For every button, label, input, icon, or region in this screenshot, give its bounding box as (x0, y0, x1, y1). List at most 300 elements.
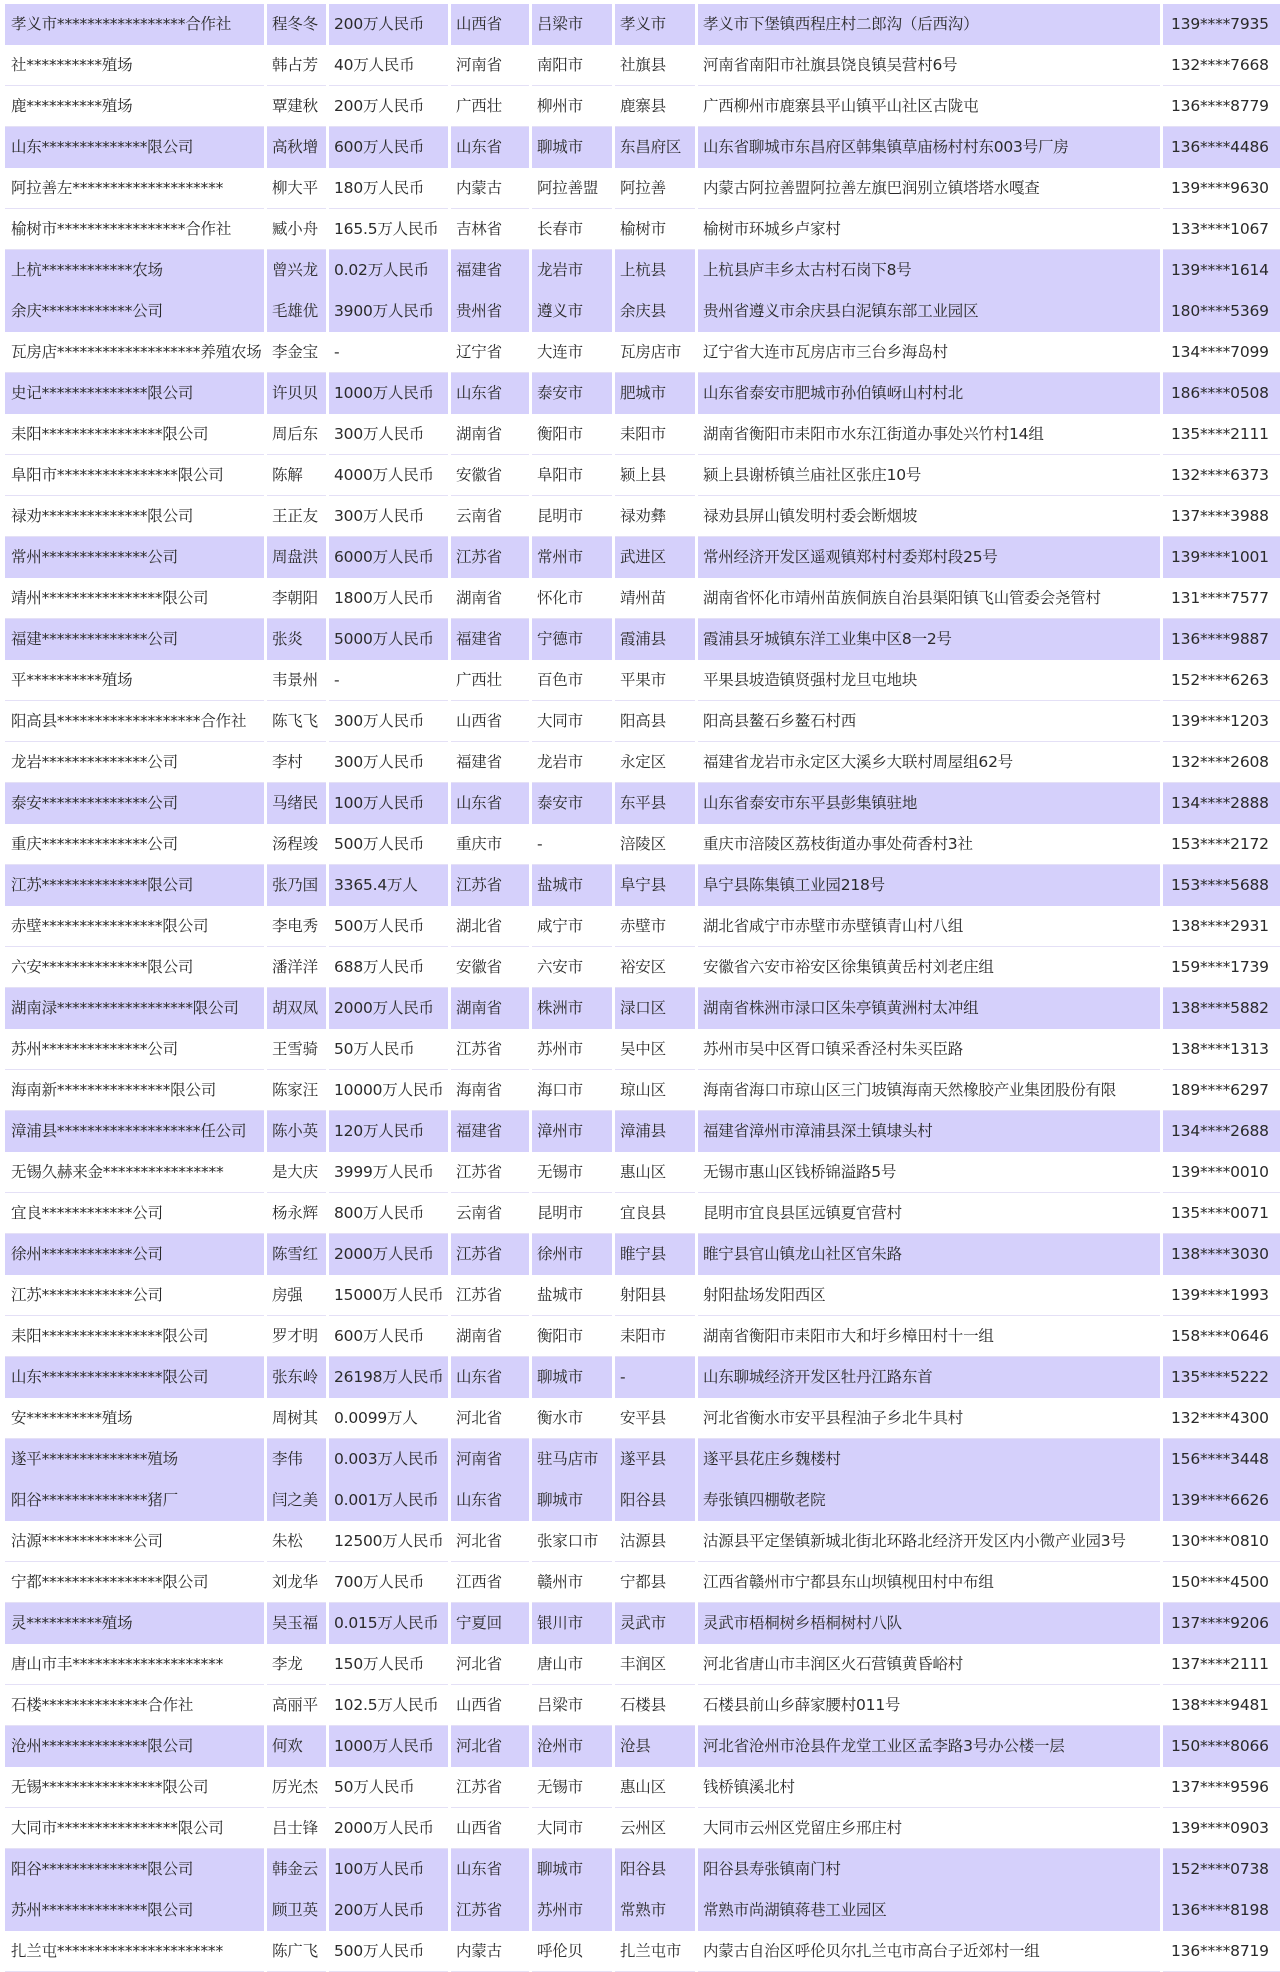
legal-person-cell: 高丽平 (267, 1685, 326, 1726)
city-cell: 苏州市 (532, 1029, 612, 1070)
city-cell: 昆明市 (532, 1193, 612, 1234)
phone-cell: 132****4300 (1163, 1398, 1280, 1439)
registered-capital-cell: 600万人民币 (329, 1316, 448, 1357)
registered-capital-cell: 10000万人民币 (329, 1070, 448, 1111)
address-cell: 阳高县鳌石乡鳌石村西 (698, 701, 1160, 742)
city-cell: 银川市 (532, 1603, 612, 1644)
company-name-cell: 宁都****************限公司 (5, 1562, 264, 1603)
phone-cell: 132****6373 (1163, 455, 1280, 496)
table-row (5, 947, 1280, 988)
county-cell: 沽源县 (615, 1521, 695, 1562)
city-cell: 龙岩市 (532, 742, 612, 783)
province-cell: 福建省 (451, 742, 529, 783)
table-row (5, 865, 1280, 906)
county-cell: 灵武市 (615, 1603, 695, 1644)
phone-cell: 189****6297 (1163, 1070, 1280, 1111)
address-cell: 阜宁县陈集镇工业园218号 (698, 865, 1160, 906)
legal-person-cell: 陈家汪 (267, 1070, 326, 1111)
registered-capital-cell: 2000万人民币 (329, 1808, 448, 1849)
county-cell: 阜宁县 (615, 865, 695, 906)
company-name-cell: 泰安**************公司 (5, 783, 264, 824)
city-cell: 咸宁市 (532, 906, 612, 947)
county-cell: 靖州苗 (615, 578, 695, 619)
city-cell: 徐州市 (532, 1234, 612, 1275)
company-name-cell: 无锡****************限公司 (5, 1767, 264, 1808)
county-cell: 吴中区 (615, 1029, 695, 1070)
address-cell: 湖南省株洲市渌口区朱亭镇黄洲村太冲组 (698, 988, 1160, 1029)
legal-person-cell: 张乃国 (267, 865, 326, 906)
table-row (5, 332, 1280, 373)
city-cell: 泰安市 (532, 373, 612, 414)
province-cell: 湖南省 (451, 1316, 529, 1357)
table-row (5, 86, 1280, 127)
phone-cell: 132****2608 (1163, 742, 1280, 783)
province-cell: 福建省 (451, 1111, 529, 1152)
legal-person-cell: 是大庆 (267, 1152, 326, 1193)
legal-person-cell: 刘龙华 (267, 1562, 326, 1603)
province-cell: 内蒙古 (451, 1931, 529, 1972)
phone-cell: 152****0738 (1163, 1849, 1280, 1890)
county-cell: 宁都县 (615, 1562, 695, 1603)
phone-cell: 158****0646 (1163, 1316, 1280, 1357)
province-cell: 河北省 (451, 1726, 529, 1767)
county-cell: 渌口区 (615, 988, 695, 1029)
address-cell: 榆树市环城乡卢家村 (698, 209, 1160, 250)
table-row (5, 496, 1280, 537)
registered-capital-cell: 500万人民币 (329, 906, 448, 947)
company-name-cell: 史记**************限公司 (5, 373, 264, 414)
phone-cell: 134****7099 (1163, 332, 1280, 373)
registered-capital-cell: 180万人民币 (329, 168, 448, 209)
table-row (5, 209, 1280, 250)
address-cell: 湖南省衡阳市耒阳市水东江街道办事处兴竹村14组 (698, 414, 1160, 455)
legal-person-cell: 毛雄优 (267, 291, 326, 332)
address-cell: 钱桥镇溪北村 (698, 1767, 1160, 1808)
city-cell: 常州市 (532, 537, 612, 578)
registered-capital-cell: 500万人民币 (329, 1931, 448, 1972)
table-row (5, 250, 1280, 291)
registered-capital-cell: 100万人民币 (329, 1849, 448, 1890)
phone-cell: 132****7668 (1163, 45, 1280, 86)
address-cell: 常熟市尚湖镇蒋巷工业园区 (698, 1890, 1160, 1931)
phone-cell: 152****6263 (1163, 660, 1280, 701)
table-row (5, 824, 1280, 865)
company-name-cell: 常州**************公司 (5, 537, 264, 578)
phone-cell: 139****0010 (1163, 1152, 1280, 1193)
phone-cell: 137****3988 (1163, 496, 1280, 537)
registered-capital-cell: 15000万人民币 (329, 1275, 448, 1316)
province-cell: 山东省 (451, 1849, 529, 1890)
city-cell: 大同市 (532, 701, 612, 742)
county-cell: 阿拉善 (615, 168, 695, 209)
company-name-cell: 阳高县*******************合作社 (5, 701, 264, 742)
province-cell: 山东省 (451, 783, 529, 824)
company-name-cell: 阿拉善左******************** (5, 168, 264, 209)
phone-cell: 139****1614 (1163, 250, 1280, 291)
city-cell: 大连市 (532, 332, 612, 373)
county-cell: 霞浦县 (615, 619, 695, 660)
legal-person-cell: 韩占芳 (267, 45, 326, 86)
company-name-cell: 安**********殖场 (5, 1398, 264, 1439)
province-cell: 山西省 (451, 1685, 529, 1726)
county-cell: 阳高县 (615, 701, 695, 742)
city-cell: 大同市 (532, 1808, 612, 1849)
city-cell: 龙岩市 (532, 250, 612, 291)
city-cell: 长春市 (532, 209, 612, 250)
legal-person-cell: 柳大平 (267, 168, 326, 209)
province-cell: 海南省 (451, 1070, 529, 1111)
province-cell: 山西省 (451, 1808, 529, 1849)
county-cell: 云州区 (615, 1808, 695, 1849)
city-cell: 吕梁市 (532, 4, 612, 45)
registered-capital-cell: 2000万人民币 (329, 988, 448, 1029)
phone-cell: 133****1067 (1163, 209, 1280, 250)
table-row (5, 414, 1280, 455)
province-cell: 辽宁省 (451, 332, 529, 373)
address-cell: 禄劝县屏山镇发明村委会断烟坡 (698, 496, 1160, 537)
city-cell: 聊城市 (532, 1480, 612, 1521)
legal-person-cell: 潘洋洋 (267, 947, 326, 988)
table-row (5, 1357, 1280, 1398)
legal-person-cell: 陈飞飞 (267, 701, 326, 742)
county-cell: 扎兰屯市 (615, 1931, 695, 1972)
registered-capital-cell: 500万人民币 (329, 824, 448, 865)
province-cell: 江苏省 (451, 537, 529, 578)
legal-person-cell: 朱松 (267, 1521, 326, 1562)
province-cell: 贵州省 (451, 291, 529, 332)
registered-capital-cell: 0.0099万人 (329, 1398, 448, 1439)
table-row (5, 701, 1280, 742)
county-cell: 武进区 (615, 537, 695, 578)
company-name-cell: 社**********殖场 (5, 45, 264, 86)
table-row (5, 1193, 1280, 1234)
province-cell: 广西壮 (451, 86, 529, 127)
table-row (5, 1111, 1280, 1152)
province-cell: 江苏省 (451, 1234, 529, 1275)
registered-capital-cell: 200万人民币 (329, 1890, 448, 1931)
phone-cell: 139****1993 (1163, 1275, 1280, 1316)
legal-person-cell: 胡双凤 (267, 988, 326, 1029)
phone-cell: 150****4500 (1163, 1562, 1280, 1603)
registered-capital-cell: - (329, 332, 448, 373)
company-name-cell: 孝义市*****************合作社 (5, 4, 264, 45)
address-cell: 苏州市吴中区胥口镇采香泾村朱买臣路 (698, 1029, 1160, 1070)
city-cell: 盐城市 (532, 865, 612, 906)
table-row (5, 291, 1280, 332)
company-name-cell: 湖南渌******************限公司 (5, 988, 264, 1029)
address-cell: 寿张镇四棚敬老院 (698, 1480, 1160, 1521)
registered-capital-cell: 800万人民币 (329, 1193, 448, 1234)
county-cell: 睢宁县 (615, 1234, 695, 1275)
table-row (5, 45, 1280, 86)
registered-capital-cell: 40万人民币 (329, 45, 448, 86)
phone-cell: 135****5222 (1163, 1357, 1280, 1398)
registered-capital-cell: 100万人民币 (329, 783, 448, 824)
company-name-cell: 苏州**************公司 (5, 1029, 264, 1070)
city-cell: - (532, 824, 612, 865)
address-cell: 山东省泰安市肥城市孙伯镇岈山村村北 (698, 373, 1160, 414)
company-name-cell: 大同市****************限公司 (5, 1808, 264, 1849)
company-name-cell: 宜良************公司 (5, 1193, 264, 1234)
county-cell: 耒阳市 (615, 1316, 695, 1357)
address-cell: 颍上县谢桥镇兰庙社区张庄10号 (698, 455, 1160, 496)
table-row (5, 1275, 1280, 1316)
registered-capital-cell: 3365.4万人 (329, 865, 448, 906)
province-cell: 江苏省 (451, 1890, 529, 1931)
company-name-cell: 耒阳****************限公司 (5, 414, 264, 455)
registered-capital-cell: 300万人民币 (329, 414, 448, 455)
legal-person-cell: 吴玉福 (267, 1603, 326, 1644)
address-cell: 遂平县花庄乡魏楼村 (698, 1439, 1160, 1480)
province-cell: 广西壮 (451, 660, 529, 701)
address-cell: 辽宁省大连市瓦房店市三台乡海岛村 (698, 332, 1160, 373)
province-cell: 吉林省 (451, 209, 529, 250)
province-cell: 湖北省 (451, 906, 529, 947)
legal-person-cell: 韦景州 (267, 660, 326, 701)
city-cell: 百色市 (532, 660, 612, 701)
county-cell: 涪陵区 (615, 824, 695, 865)
phone-cell: 135****2111 (1163, 414, 1280, 455)
table-row (5, 1849, 1280, 1890)
address-cell: 湖北省咸宁市赤壁市赤壁镇青山村八组 (698, 906, 1160, 947)
legal-person-cell: 李伟 (267, 1439, 326, 1480)
legal-person-cell: 汤程竣 (267, 824, 326, 865)
city-cell: 阿拉善盟 (532, 168, 612, 209)
legal-person-cell: 厉光杰 (267, 1767, 326, 1808)
address-cell: 山东聊城经济开发区牡丹江路东首 (698, 1357, 1160, 1398)
county-cell: 禄劝彝 (615, 496, 695, 537)
company-table (2, 4, 1280, 1972)
address-cell: 河北省唐山市丰润区火石营镇黄昏峪村 (698, 1644, 1160, 1685)
province-cell: 宁夏回 (451, 1603, 529, 1644)
legal-person-cell: 马绪民 (267, 783, 326, 824)
county-cell: 赤壁市 (615, 906, 695, 947)
company-name-cell: 福建**************公司 (5, 619, 264, 660)
registered-capital-cell: 2000万人民币 (329, 1234, 448, 1275)
phone-cell: 137****9596 (1163, 1767, 1280, 1808)
company-name-cell: 漳浦县*******************任公司 (5, 1111, 264, 1152)
address-cell: 内蒙古阿拉善盟阿拉善左旗巴润别立镇塔塔水嘎查 (698, 168, 1160, 209)
legal-person-cell: 李电秀 (267, 906, 326, 947)
province-cell: 山东省 (451, 373, 529, 414)
address-cell: 河北省衡水市安平县程油子乡北牛具村 (698, 1398, 1160, 1439)
legal-person-cell: 曾兴龙 (267, 250, 326, 291)
legal-person-cell: 张东岭 (267, 1357, 326, 1398)
legal-person-cell: 何欢 (267, 1726, 326, 1767)
company-name-cell: 鹿**********殖场 (5, 86, 264, 127)
registered-capital-cell: - (329, 660, 448, 701)
registered-capital-cell: 1000万人民币 (329, 1726, 448, 1767)
legal-person-cell: 周树其 (267, 1398, 326, 1439)
phone-cell: 153****2172 (1163, 824, 1280, 865)
city-cell: 唐山市 (532, 1644, 612, 1685)
table-row (5, 537, 1280, 578)
city-cell: 海口市 (532, 1070, 612, 1111)
city-cell: 宁德市 (532, 619, 612, 660)
address-cell: 湖南省怀化市靖州苗族侗族自治县渠阳镇飞山管委会尧管村 (698, 578, 1160, 619)
county-cell: 常熟市 (615, 1890, 695, 1931)
legal-person-cell: 陈广飞 (267, 1931, 326, 1972)
legal-person-cell: 吕士锋 (267, 1808, 326, 1849)
phone-cell: 138****5882 (1163, 988, 1280, 1029)
registered-capital-cell: 50万人民币 (329, 1029, 448, 1070)
company-name-cell: 阳谷**************猪厂 (5, 1480, 264, 1521)
phone-cell: 156****3448 (1163, 1439, 1280, 1480)
county-cell: 余庆县 (615, 291, 695, 332)
address-cell: 内蒙古自治区呼伦贝尔扎兰屯市高台子近郊村一组 (698, 1931, 1160, 1972)
legal-person-cell: 陈小英 (267, 1111, 326, 1152)
province-cell: 湖南省 (451, 578, 529, 619)
province-cell: 江苏省 (451, 1767, 529, 1808)
province-cell: 云南省 (451, 1193, 529, 1234)
address-cell: 孝义市下堡镇西程庄村二郎沟（后西沟） (698, 4, 1160, 45)
province-cell: 山东省 (451, 1357, 529, 1398)
phone-cell: 131****7577 (1163, 578, 1280, 619)
province-cell: 山东省 (451, 1480, 529, 1521)
address-cell: 河北省沧州市沧县仵龙堂工业区孟李路3号办公楼一层 (698, 1726, 1160, 1767)
registered-capital-cell: 200万人民币 (329, 4, 448, 45)
table-row (5, 4, 1280, 45)
legal-person-cell: 臧小舟 (267, 209, 326, 250)
phone-cell: 139****1203 (1163, 701, 1280, 742)
province-cell: 福建省 (451, 250, 529, 291)
address-cell: 沽源县平定堡镇新城北街北环路北经济开发区内小微产业园3号 (698, 1521, 1160, 1562)
company-name-cell: 江苏**************限公司 (5, 865, 264, 906)
registered-capital-cell: 165.5万人民币 (329, 209, 448, 250)
table-row (5, 1685, 1280, 1726)
table-row (5, 1070, 1280, 1111)
county-cell: 颍上县 (615, 455, 695, 496)
table-row (5, 1767, 1280, 1808)
registered-capital-cell: 688万人民币 (329, 947, 448, 988)
registered-capital-cell: 300万人民币 (329, 742, 448, 783)
legal-person-cell: 程冬冬 (267, 4, 326, 45)
legal-person-cell: 陈解 (267, 455, 326, 496)
registered-capital-cell: 102.5万人民币 (329, 1685, 448, 1726)
county-cell: 阳谷县 (615, 1480, 695, 1521)
table-row (5, 1808, 1280, 1849)
legal-person-cell: 李朝阳 (267, 578, 326, 619)
county-cell: 阳谷县 (615, 1849, 695, 1890)
company-name-cell: 沧州**************限公司 (5, 1726, 264, 1767)
registered-capital-cell: 6000万人民币 (329, 537, 448, 578)
city-cell: 六安市 (532, 947, 612, 988)
county-cell: 平果市 (615, 660, 695, 701)
county-cell: 榆树市 (615, 209, 695, 250)
city-cell: 遵义市 (532, 291, 612, 332)
address-cell: 湖南省衡阳市耒阳市大和圩乡樟田村十一组 (698, 1316, 1160, 1357)
province-cell: 湖南省 (451, 414, 529, 455)
city-cell: 阜阳市 (532, 455, 612, 496)
registered-capital-cell: 5000万人民币 (329, 619, 448, 660)
province-cell: 江苏省 (451, 865, 529, 906)
city-cell: 株洲市 (532, 988, 612, 1029)
phone-cell: 186****0508 (1163, 373, 1280, 414)
legal-person-cell: 顾卫英 (267, 1890, 326, 1931)
city-cell: 聊城市 (532, 1849, 612, 1890)
company-name-cell: 徐州************公司 (5, 1234, 264, 1275)
registered-capital-cell: 1000万人民币 (329, 373, 448, 414)
registered-capital-cell: 300万人民币 (329, 701, 448, 742)
city-cell: 聊城市 (532, 1357, 612, 1398)
legal-person-cell: 陈雪红 (267, 1234, 326, 1275)
county-cell: 孝义市 (615, 4, 695, 45)
registered-capital-cell: 12500万人民币 (329, 1521, 448, 1562)
address-cell: 江西省赣州市宁都县东山坝镇枧田村中布组 (698, 1562, 1160, 1603)
address-cell: 重庆市涪陵区荔枝街道办事处荷香村3社 (698, 824, 1160, 865)
county-cell: 耒阳市 (615, 414, 695, 455)
county-cell: 鹿寨县 (615, 86, 695, 127)
phone-cell: 137****9206 (1163, 1603, 1280, 1644)
address-cell: 无锡市惠山区钱桥锦溢路5号 (698, 1152, 1160, 1193)
table-row (5, 1931, 1280, 1972)
address-cell: 常州经济开发区遥观镇郑村村委郑村段25号 (698, 537, 1160, 578)
company-name-cell: 石楼**************合作社 (5, 1685, 264, 1726)
county-cell: 永定区 (615, 742, 695, 783)
phone-cell: 136****8719 (1163, 1931, 1280, 1972)
company-name-cell: 唐山市丰******************** (5, 1644, 264, 1685)
phone-cell: 139****1001 (1163, 537, 1280, 578)
city-cell: 张家口市 (532, 1521, 612, 1562)
county-cell: 琼山区 (615, 1070, 695, 1111)
city-cell: 衡水市 (532, 1398, 612, 1439)
city-cell: 昆明市 (532, 496, 612, 537)
address-cell: 射阳盐场发阳西区 (698, 1275, 1160, 1316)
city-cell: 柳州市 (532, 86, 612, 127)
phone-cell: 136****8779 (1163, 86, 1280, 127)
city-cell: 衡阳市 (532, 1316, 612, 1357)
table-row (5, 1234, 1280, 1275)
phone-cell: 136****9887 (1163, 619, 1280, 660)
address-cell: 平果县坡造镇贤强村龙旦屯地块 (698, 660, 1160, 701)
province-cell: 山西省 (451, 701, 529, 742)
address-cell: 河南省南阳市社旗县饶良镇吴营村6号 (698, 45, 1160, 86)
province-cell: 河南省 (451, 45, 529, 86)
city-cell: 漳州市 (532, 1111, 612, 1152)
table-row (5, 578, 1280, 619)
company-name-cell: 阳谷**************限公司 (5, 1849, 264, 1890)
legal-person-cell: 张炎 (267, 619, 326, 660)
phone-cell: 139****7935 (1163, 4, 1280, 45)
company-name-cell: 山东****************限公司 (5, 1357, 264, 1398)
city-cell: 无锡市 (532, 1152, 612, 1193)
registered-capital-cell: 120万人民币 (329, 1111, 448, 1152)
company-name-cell: 灵**********殖场 (5, 1603, 264, 1644)
company-name-cell: 海南新***************限公司 (5, 1070, 264, 1111)
legal-person-cell: 高秋增 (267, 127, 326, 168)
table-row (5, 1890, 1280, 1931)
registered-capital-cell: 3999万人民币 (329, 1152, 448, 1193)
address-cell: 灵武市梧桐树乡梧桐树村八队 (698, 1603, 1160, 1644)
registered-capital-cell: 200万人民币 (329, 86, 448, 127)
table-row (5, 1480, 1280, 1521)
company-name-cell: 扎兰屯********************** (5, 1931, 264, 1972)
phone-cell: 134****2888 (1163, 783, 1280, 824)
county-cell: 射阳县 (615, 1275, 695, 1316)
address-cell: 上杭县庐丰乡太古村石岗下8号 (698, 250, 1160, 291)
county-cell: 裕安区 (615, 947, 695, 988)
company-name-cell: 苏州**************限公司 (5, 1890, 264, 1931)
legal-person-cell: 李龙 (267, 1644, 326, 1685)
phone-cell: 139****0903 (1163, 1808, 1280, 1849)
province-cell: 湖南省 (451, 988, 529, 1029)
company-name-cell: 六安**************限公司 (5, 947, 264, 988)
table-row (5, 1726, 1280, 1767)
county-cell: 东昌府区 (615, 127, 695, 168)
city-cell: 泰安市 (532, 783, 612, 824)
phone-cell: 136****8198 (1163, 1890, 1280, 1931)
company-name-cell: 重庆**************公司 (5, 824, 264, 865)
